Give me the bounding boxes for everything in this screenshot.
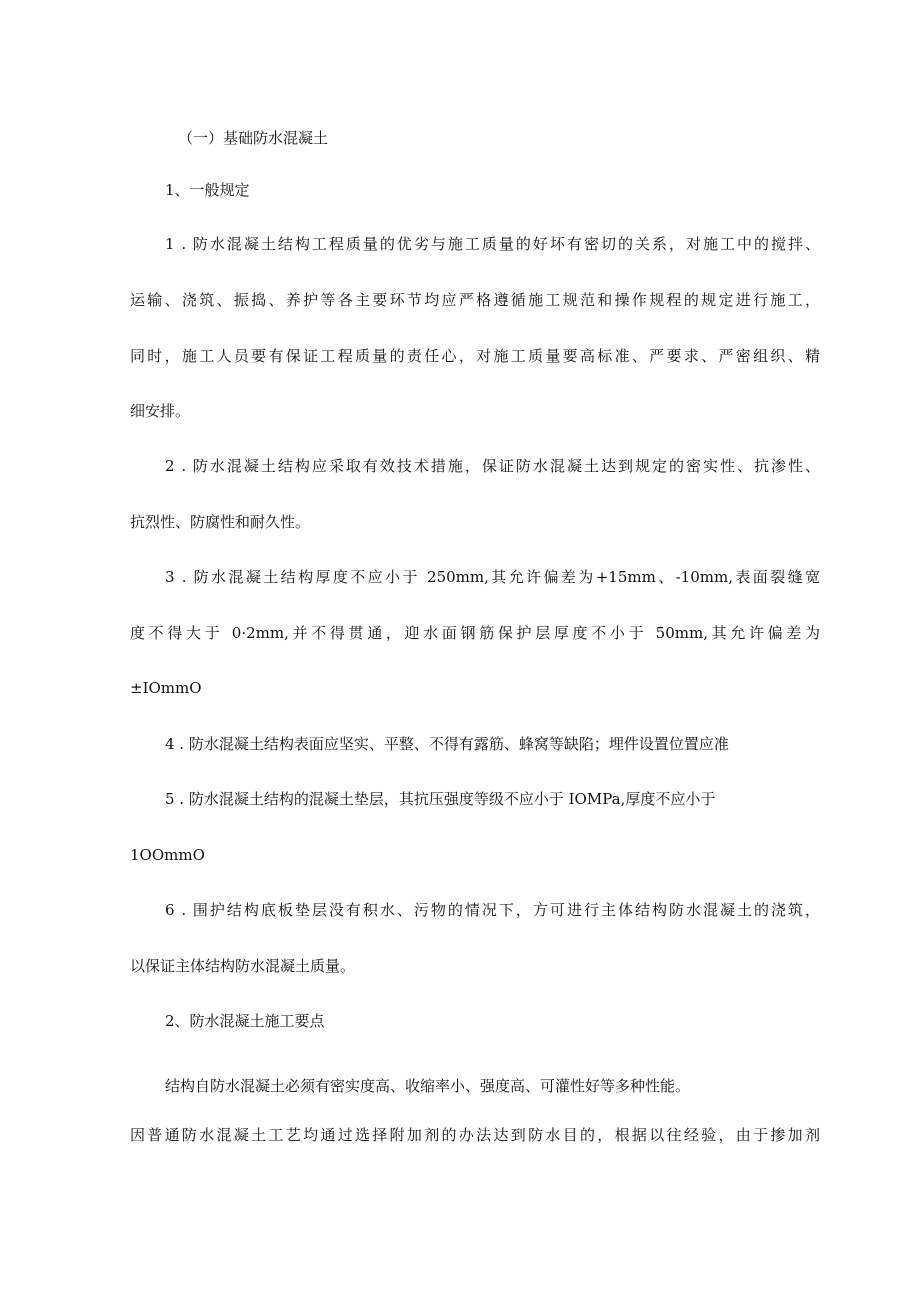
item-3-line-3: ±IOmmO xyxy=(130,679,202,697)
closing-line-1: 结构自防水混凝土必须有密实度高、收缩率小、强度高、可灌性好等多种性能。 xyxy=(165,1077,691,1095)
closing-line-2: 因普通防水混凝土工艺均通过选择附加剂的办法达到防水目的，根据以往经验，由于掺加剂 xyxy=(130,1126,820,1144)
item-6-line-1: 6 . 围护结构底板垫层没有积水、污物的情况下，方可进行主体结构防水混凝土的浇筑， xyxy=(165,901,820,919)
section-heading: （一）基础防水混凝土 xyxy=(178,129,329,147)
item-5-line-1: 5 . 防水混凝土结构的混凝土垫层，其抗压强度等级不应小于 IOMPa,厚度不应小于 xyxy=(165,790,716,808)
item-1-line-3: 同时，施工人员要有保证工程质量的责任心，对施工质量要高标准、严要求、严密组织、精 xyxy=(130,347,820,365)
item-3-line-1: 3 . 防水混凝土结构厚度不应小于 250mm,其允许偏差为+15mm、-10mm,表面裂缝宽 xyxy=(165,568,820,586)
item-6-line-2: 以保证主体结构防水混凝土质量。 xyxy=(130,957,356,975)
item-2-line-1: 2 . 防水混凝土结构应采取有效技术措施，保证防水混凝土达到规定的密实性、抗渗性、 xyxy=(165,457,820,475)
sub-heading-construction-points: 2、防水混凝土施工要点 xyxy=(165,1012,325,1030)
item-3-line-2: 度不得大于 0·2mm,并不得贯通，迎水面钢筋保护层厚度不小于 50mm,其允许偏差为 xyxy=(130,624,820,642)
item-1-line-1: 1 . 防水混凝土结构工程质量的优劣与施工质量的好坏有密切的关系，对施工中的搅拌、 xyxy=(165,235,820,253)
item-5-line-2: 1OOmmO xyxy=(130,846,205,864)
item-1-line-2: 运输、浇筑、振捣、养护等各主要环节均应严格遵循施工规范和操作规程的规定进行施工， xyxy=(130,291,820,309)
item-4-line-1: 4 . 防水混凝土结构表面应坚实、平整、不得有露筋、蜂窝等缺陷；埋件设置位置应准 xyxy=(165,735,729,753)
item-1-line-4: 细安排。 xyxy=(130,402,191,420)
sub-heading-general-rules: 1、一般规定 xyxy=(165,181,250,199)
item-2-line-2: 抗烈性、防腐性和耐久性。 xyxy=(130,513,311,531)
